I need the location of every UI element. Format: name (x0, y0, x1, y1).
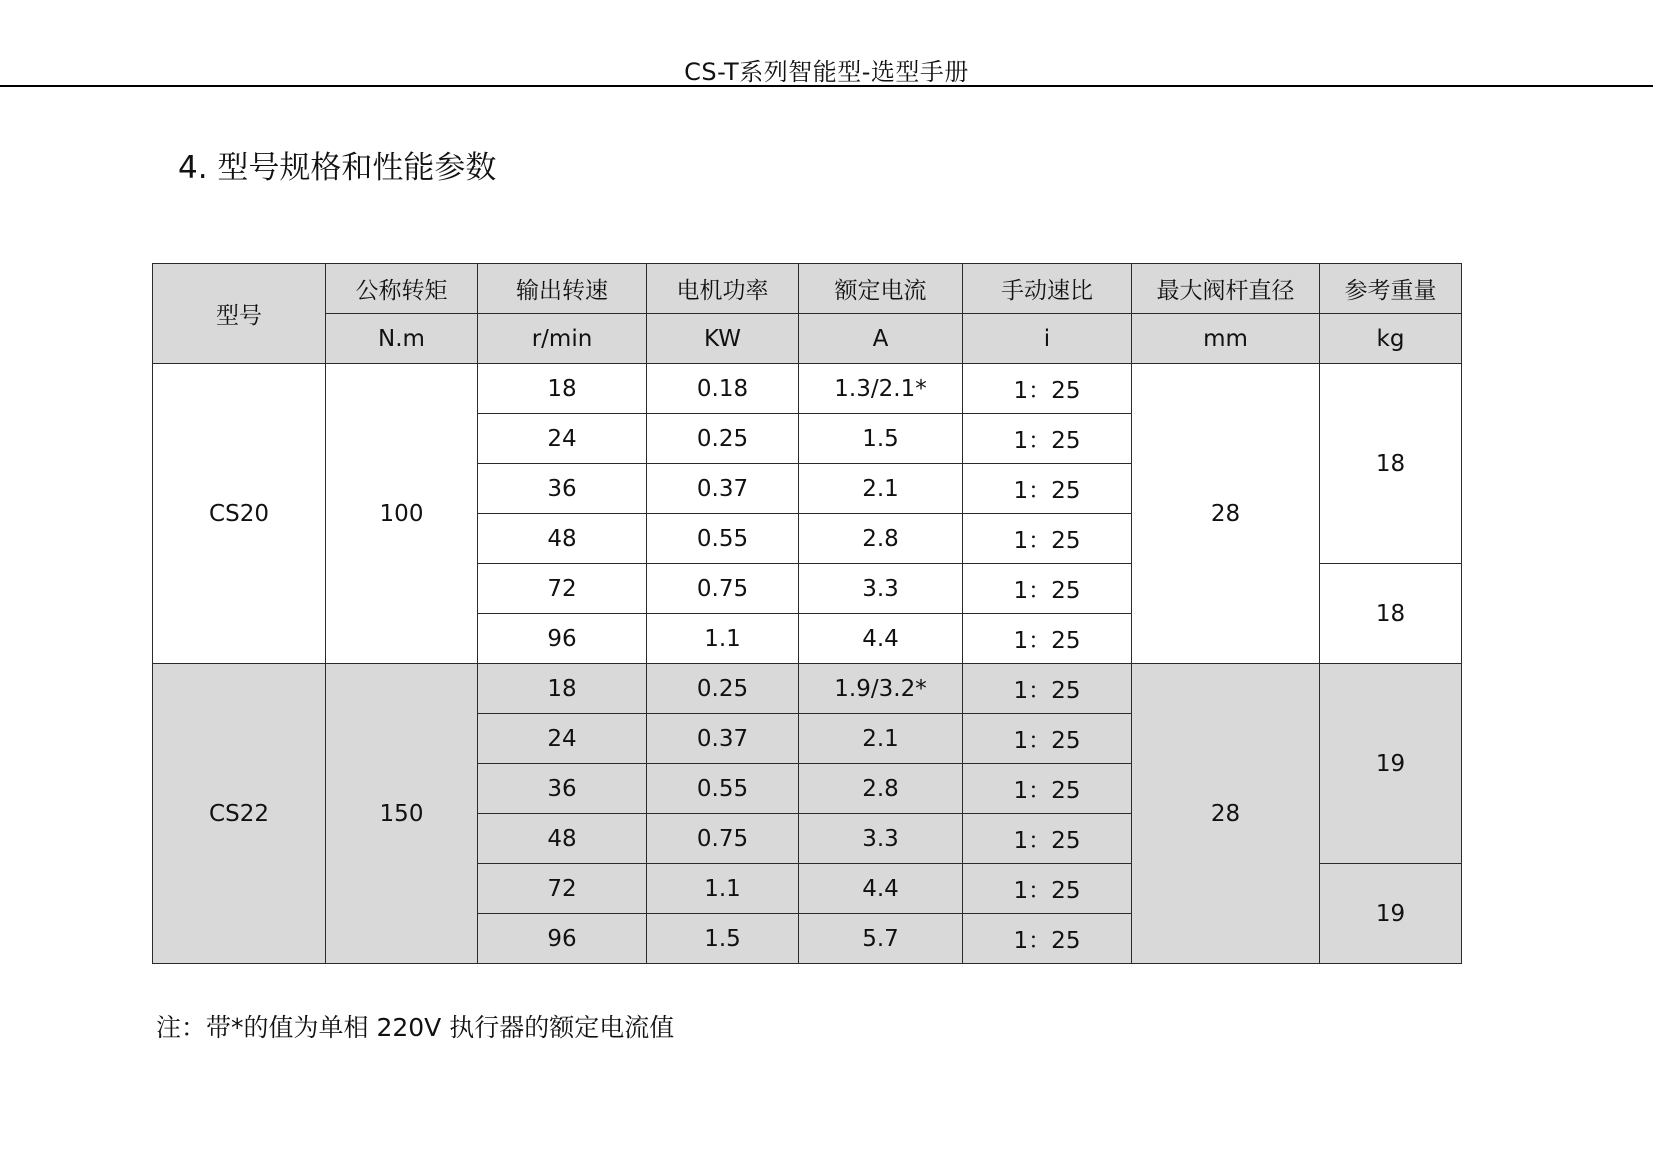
power-cell: 0.18 (647, 364, 799, 414)
current-cell: 1.5 (799, 414, 963, 464)
header-row-names (153, 264, 1462, 314)
weight-cell: 19 (1320, 664, 1462, 864)
current-cell: 2.8 (799, 514, 963, 564)
ratio-cell: 1：25 (963, 414, 1132, 464)
power-cell: 0.25 (647, 664, 799, 714)
ratio-cell: 1：25 (963, 814, 1132, 864)
power-cell: 1.5 (647, 914, 799, 964)
unit-speed: r/min (478, 314, 647, 364)
ratio-cell: 1：25 (963, 364, 1132, 414)
weight-cell: 19 (1320, 864, 1462, 964)
current-cell: 4.4 (799, 614, 963, 664)
unit-current: A (799, 314, 963, 364)
power-cell: 0.55 (647, 764, 799, 814)
stem-cell: 28 (1132, 664, 1320, 964)
header-row-units (153, 314, 1462, 364)
unit-stem: mm (1132, 314, 1320, 364)
model-cell: CS20 (153, 364, 326, 664)
current-cell: 2.8 (799, 764, 963, 814)
table-header (153, 264, 1462, 364)
speed-cell: 24 (478, 414, 647, 464)
col-header-torque: 公称转矩 (326, 264, 478, 314)
power-cell: 0.75 (647, 814, 799, 864)
current-cell: 5.7 (799, 914, 963, 964)
power-cell: 0.37 (647, 464, 799, 514)
current-cell: 2.1 (799, 714, 963, 764)
current-cell: 1.9/3.2* (799, 664, 963, 714)
speed-cell: 18 (478, 364, 647, 414)
group-cs20 (153, 364, 1462, 664)
table-row (153, 664, 1462, 714)
unit-weight: kg (1320, 314, 1462, 364)
current-cell: 3.3 (799, 814, 963, 864)
unit-torque: N.m (326, 314, 478, 364)
ratio-cell: 1：25 (963, 564, 1132, 614)
ratio-cell: 1：25 (963, 464, 1132, 514)
speed-cell: 96 (478, 614, 647, 664)
model-cell: CS22 (153, 664, 326, 964)
power-cell: 0.55 (647, 514, 799, 564)
speed-cell: 72 (478, 564, 647, 614)
current-cell: 3.3 (799, 564, 963, 614)
weight-cell: 18 (1320, 564, 1462, 664)
col-header-speed: 输出转速 (478, 264, 647, 314)
group-cs22 (153, 664, 1462, 964)
col-header-power: 电机功率 (647, 264, 799, 314)
page-header-title: CS-T系列智能型-选型手册 (684, 58, 969, 86)
col-header-model: 型号 (153, 264, 326, 364)
table-row (153, 364, 1462, 414)
speed-cell: 96 (478, 914, 647, 964)
unit-power: KW (647, 314, 799, 364)
speed-cell: 48 (478, 514, 647, 564)
power-cell: 0.25 (647, 414, 799, 464)
speed-cell: 36 (478, 764, 647, 814)
speed-cell: 48 (478, 814, 647, 864)
power-cell: 1.1 (647, 864, 799, 914)
section-title: 4. 型号规格和性能参数 (178, 150, 497, 186)
col-header-stem: 最大阀杆直径 (1132, 264, 1320, 314)
ratio-cell: 1：25 (963, 914, 1132, 964)
weight-cell: 18 (1320, 364, 1462, 564)
ratio-cell: 1：25 (963, 864, 1132, 914)
ratio-cell: 1：25 (963, 514, 1132, 564)
torque-cell: 100 (326, 364, 478, 664)
power-cell: 0.37 (647, 714, 799, 764)
stem-cell: 28 (1132, 364, 1320, 664)
power-cell: 1.1 (647, 614, 799, 664)
ratio-cell: 1：25 (963, 614, 1132, 664)
ratio-cell: 1：25 (963, 664, 1132, 714)
ratio-cell: 1：25 (963, 714, 1132, 764)
unit-ratio: i (963, 314, 1132, 364)
speed-cell: 24 (478, 714, 647, 764)
spec-table (152, 263, 1462, 964)
col-header-current: 额定电流 (799, 264, 963, 314)
current-cell: 1.3/2.1* (799, 364, 963, 414)
speed-cell: 36 (478, 464, 647, 514)
col-header-ratio: 手动速比 (963, 264, 1132, 314)
current-cell: 2.1 (799, 464, 963, 514)
ratio-cell: 1：25 (963, 764, 1132, 814)
current-cell: 4.4 (799, 864, 963, 914)
col-header-weight: 参考重量 (1320, 264, 1462, 314)
speed-cell: 72 (478, 864, 647, 914)
power-cell: 0.75 (647, 564, 799, 614)
header-divider (0, 85, 1653, 87)
footnote: 注：带*的值为单相 220V 执行器的额定电流值 (156, 1013, 675, 1042)
speed-cell: 18 (478, 664, 647, 714)
torque-cell: 150 (326, 664, 478, 964)
